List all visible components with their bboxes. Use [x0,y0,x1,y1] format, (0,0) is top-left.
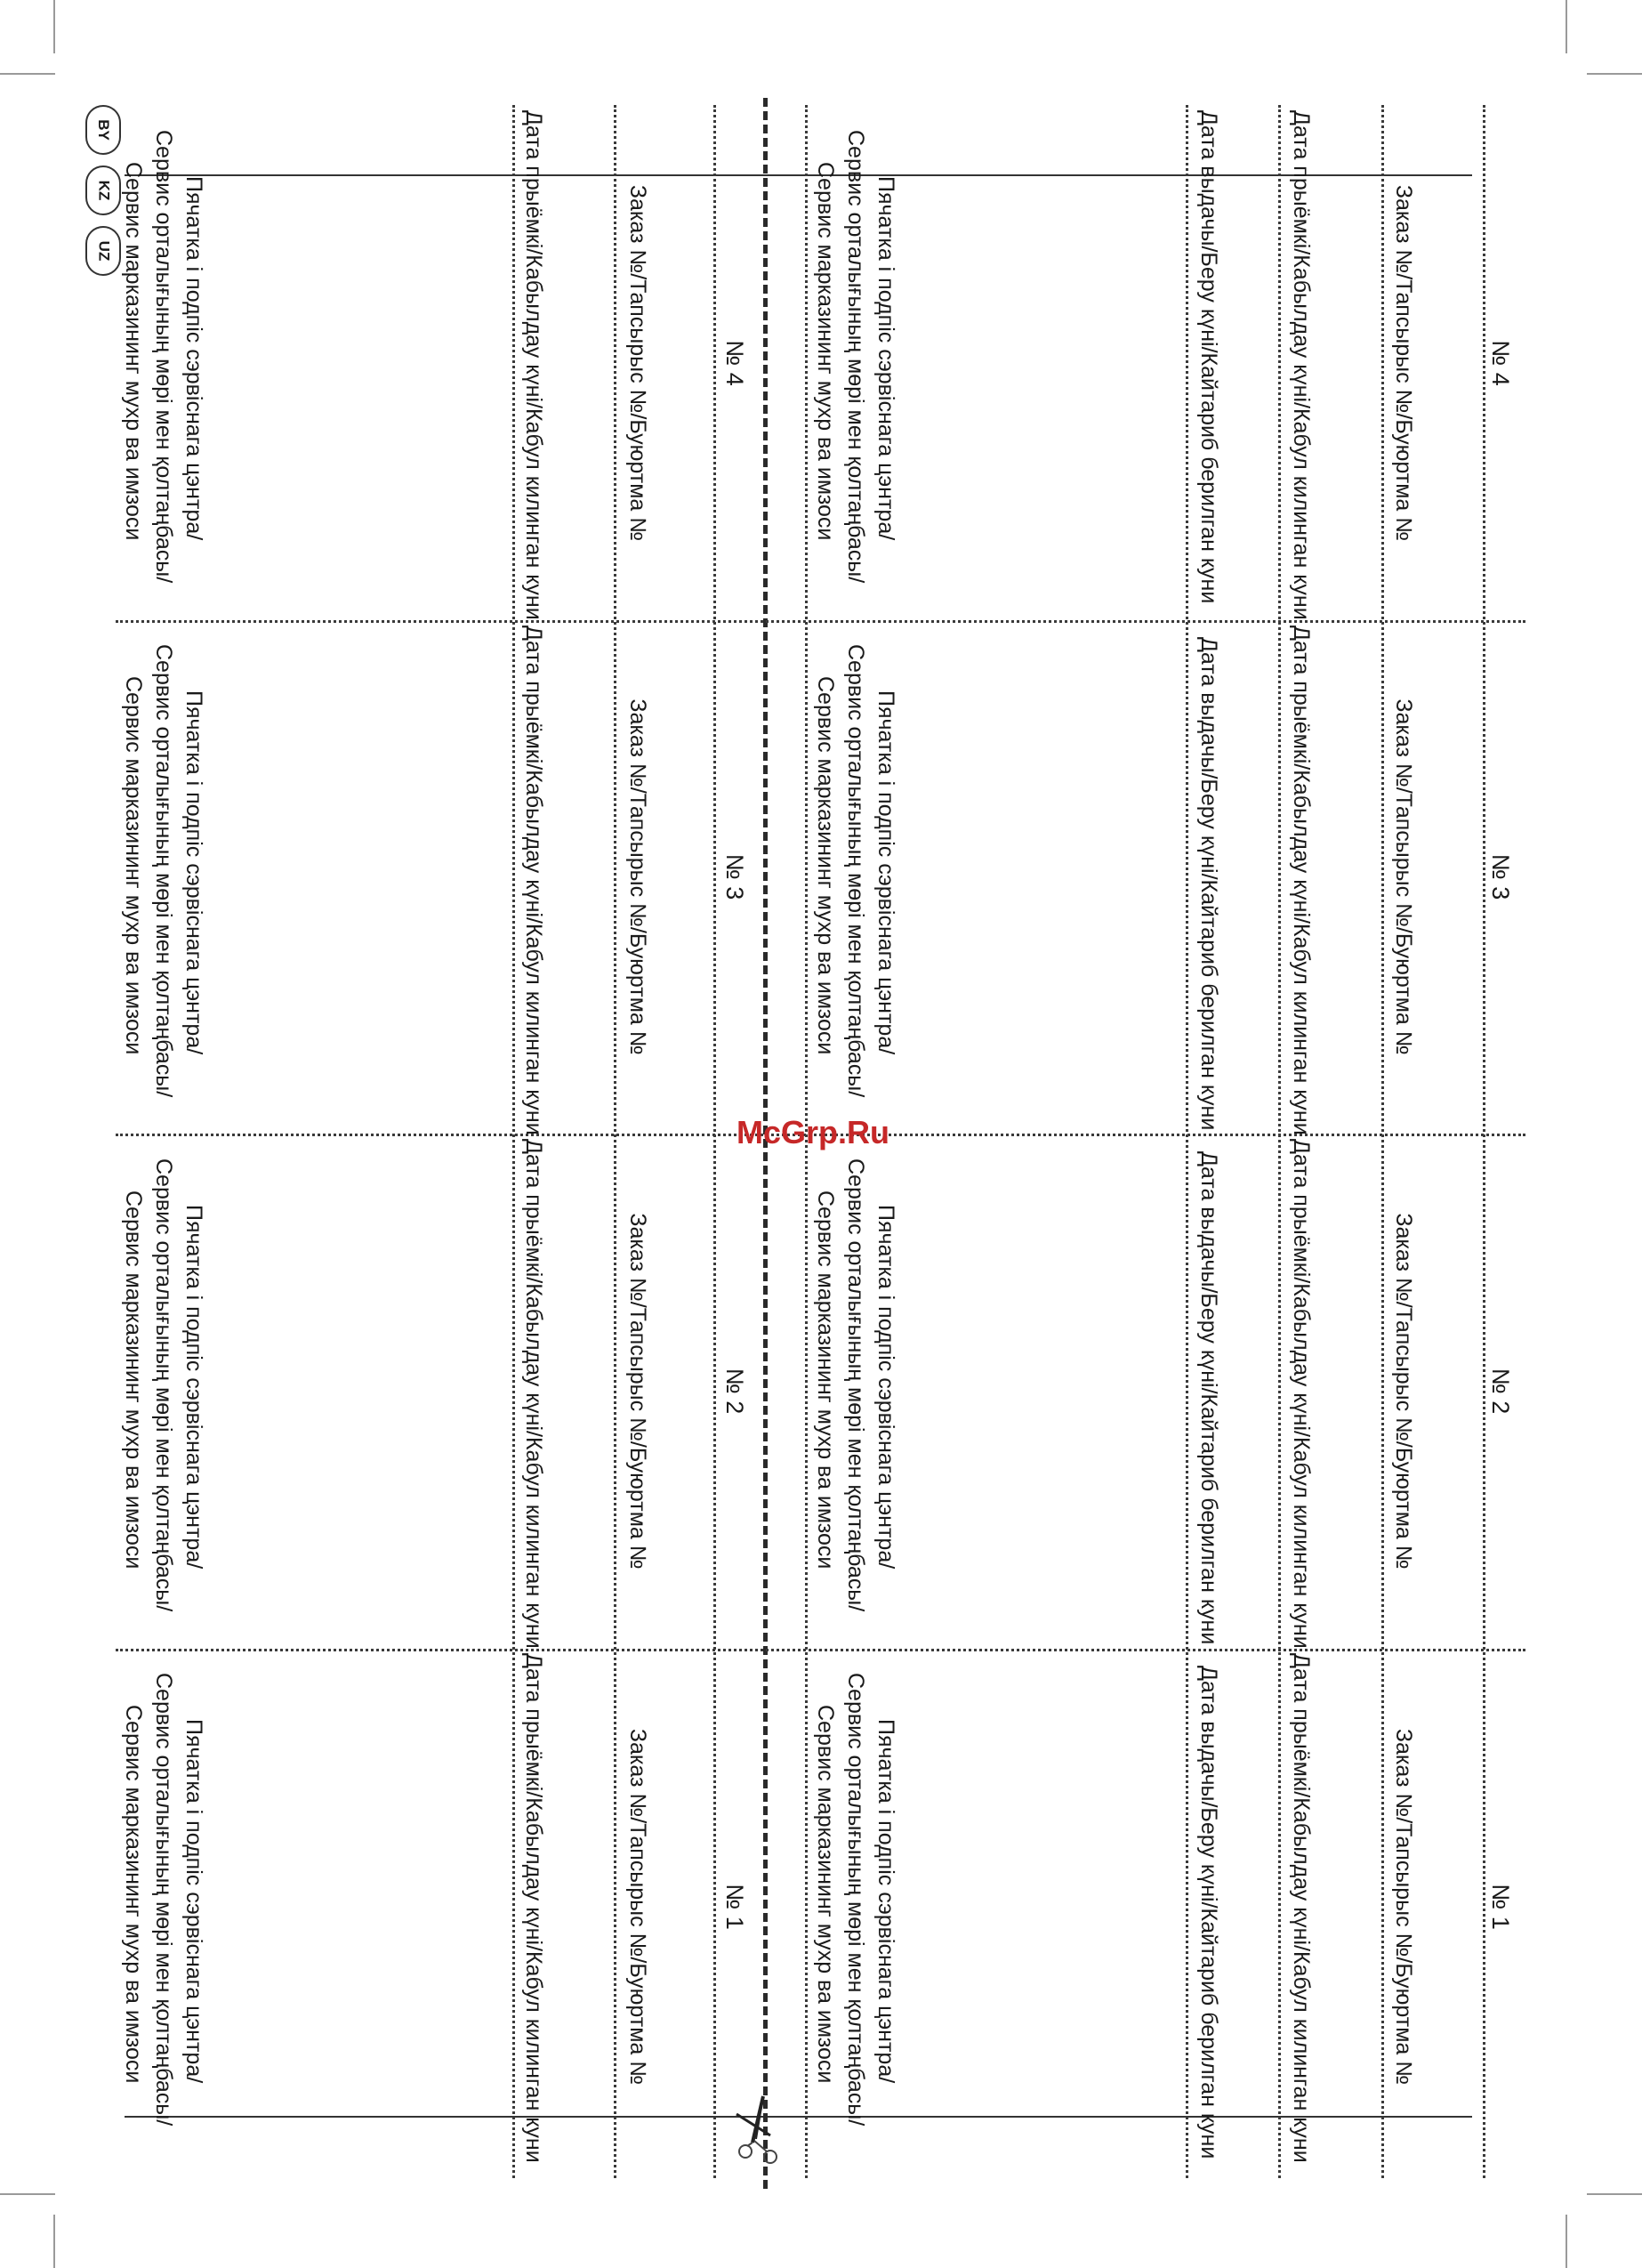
coupon-1-stamp-line2-counterfoil: Сервис орталығының мөрі мен қолтаңбасы/ [843,1673,868,2127]
coupon-4-stamp-line3: Сервис марказининг мухр ва имзоси [121,162,146,541]
column-separator [713,105,716,2178]
coupon-4-order-label: Заказ №/Тапсырыс №/Буюртма № [625,184,650,542]
coupon-4-stamp-line2: Сервис орталығының мөрі мен қолтаңбасы/ [151,130,176,584]
coupon-3-stamp-line2-counterfoil: Сервис орталығының мөрі мен қолтаңбасы/ [843,644,868,1098]
column-separator [1186,105,1188,2178]
coupon-separator [116,620,1525,623]
language-badge-uz: UZ [85,226,121,276]
coupon-1-issue-date-counterfoil: Дата выдачы/Беру күні/Кайтариб берилган куни [1196,1666,1221,2159]
crop-mark [1566,2215,1567,2268]
coupon-3-order-label-counterfoil: Заказ №/Тапсырыс №/Буюртма № [1391,698,1416,1055]
coupon-1-number: № 1 [721,1884,748,1930]
coupon-3-stamp-line2: Сервис орталығының мөрі мен қолтаңбасы/ [151,644,176,1098]
coupon-1-order-label: Заказ №/Тапсырыс №/Буюртма № [625,1728,650,2086]
coupon-2-order-label-counterfoil: Заказ №/Тапсырыс №/Буюртма № [1391,1213,1416,1570]
coupon-3-accept-date: Дата прыёмкі/Кабылдау күні/Кабул килинган куни [521,626,546,1135]
coupon-4-accept-date: Дата прыёмкі/Кабылдау күні/Кабул килинган куни [521,110,546,620]
coupon-2-stamp-line3-counterfoil: Сервис марказининг мухр ва имзоси [813,1190,838,1570]
coupon-4-issue-date-counterfoil: Дата выдачы/Беру күні/Кайтариб берилган куни [1196,110,1221,604]
coupon-4-order-label-counterfoil: Заказ №/Тапсырыс №/Буюртма № [1391,184,1416,542]
coupon-3-stamp-line1-counterfoil: Пячатка і подпіс сэрвіснага цэнтра/ [873,690,898,1055]
coupon-separator [116,1649,1525,1651]
watermark: McGrp.Ru [736,1114,890,1150]
coupon-1-stamp-line2: Сервис орталығының мөрі мен қолтаңбасы/ [151,1673,176,2127]
coupon-1-number-counterfoil: № 1 [1487,1884,1514,1930]
language-badge-kz: KZ [85,165,121,215]
coupon-4-number-counterfoil: № 4 [1487,340,1514,386]
coupon-1-stamp-line3: Сервис марказининг мухр ва имзоси [121,1705,146,2084]
coupon-4-stamp-line3-counterfoil: Сервис марказининг мухр ва имзоси [813,162,838,541]
coupon-3-stamp-line3: Сервис марказининг мухр ва имзоси [121,676,146,1055]
column-separator [1483,105,1485,2178]
coupon-3-issue-date-counterfoil: Дата выдачы/Беру күні/Кайтариб берилган куни [1196,637,1221,1131]
crop-mark [1587,73,1642,75]
coupon-1-stamp-line1: Пячатка і подпіс сэрвіснага цэнтра/ [181,1719,206,2084]
coupon-2-issue-date-counterfoil: Дата выдачы/Беру күні/Кайтариб берилган куни [1196,1151,1221,1645]
coupon-1-stamp-line3-counterfoil: Сервис марказининг мухр ва имзоси [813,1705,838,2084]
coupon-2-stamp-line1: Пячатка і подпіс сэрвіснага цэнтра/ [181,1205,206,1570]
outer-border-top [125,174,1472,176]
coupon-2-number: № 2 [721,1368,748,1415]
coupon-3-stamp-line3-counterfoil: Сервис марказининг мухр ва имзоси [813,676,838,1055]
language-badge-by: BY [85,105,121,155]
outer-border-bottom [125,2116,1472,2118]
column-separator [1278,105,1281,2178]
crop-mark [1587,2193,1642,2195]
coupon-2-stamp-line2: Сервис орталығының мөрі мен қолтаңбасы/ [151,1158,176,1612]
coupon-2-stamp-line2-counterfoil: Сервис орталығының мөрі мен қолтаңбасы/ [843,1158,868,1612]
column-separator [614,105,616,2178]
coupon-4-number: № 4 [721,340,748,386]
coupon-3-stamp-line1: Пячатка і подпіс сэрвіснага цэнтра/ [181,690,206,1055]
coupon-2-order-label: Заказ №/Тапсырыс №/Буюртма № [625,1213,650,1570]
coupon-4-stamp-line1: Пячатка і подпіс сэрвіснага цэнтра/ [181,176,206,541]
crop-mark [53,2215,55,2268]
crop-mark [0,73,55,75]
coupon-1-accept-date: Дата прыёмкі/Кабылдау күні/Кабул килинган куни [521,1653,546,2163]
coupon-3-order-label: Заказ №/Тапсырыс №/Буюртма № [625,698,650,1055]
coupon-4-stamp-line2-counterfoil: Сервис орталығының мөрі мен қолтаңбасы/ [843,130,868,584]
coupon-2-accept-date-counterfoil: Дата прыёмкі/Кабылдау күні/Кабул килинган куни [1289,1139,1314,1649]
crop-mark [1566,0,1567,53]
crop-mark [0,2193,55,2195]
coupon-3-number-counterfoil: № 3 [1487,853,1514,900]
column-separator [1381,105,1384,2178]
coupon-4-stamp-line1-counterfoil: Пячатка і подпіс сэрвіснага цэнтра/ [873,176,898,541]
coupon-4-accept-date-counterfoil: Дата прыёмкі/Кабылдау күні/Кабул килинган куни [1289,110,1314,620]
coupon-3-number: № 3 [721,853,748,900]
coupon-2-stamp-line1-counterfoil: Пячатка і подпіс сэрвіснага цэнтра/ [873,1205,898,1570]
coupon-2-stamp-line3: Сервис марказининг мухр ва имзоси [121,1190,146,1570]
coupon-1-stamp-line1-counterfoil: Пячатка і подпіс сэрвіснага цэнтра/ [873,1719,898,2084]
column-separator [512,105,515,2178]
coupon-1-order-label-counterfoil: Заказ №/Тапсырыс №/Буюртма № [1391,1728,1416,2086]
coupon-3-accept-date-counterfoil: Дата прыёмкі/Кабылдау күні/Кабул килинган куни [1289,626,1314,1135]
crop-mark [53,0,55,53]
coupon-2-accept-date: Дата прыёмкі/Кабылдау күні/Кабул килинган куни [521,1139,546,1649]
coupon-1-accept-date-counterfoil: Дата прыёмкі/Кабылдау күні/Кабул килинган куни [1289,1653,1314,2163]
coupon-2-number-counterfoil: № 2 [1487,1368,1514,1415]
